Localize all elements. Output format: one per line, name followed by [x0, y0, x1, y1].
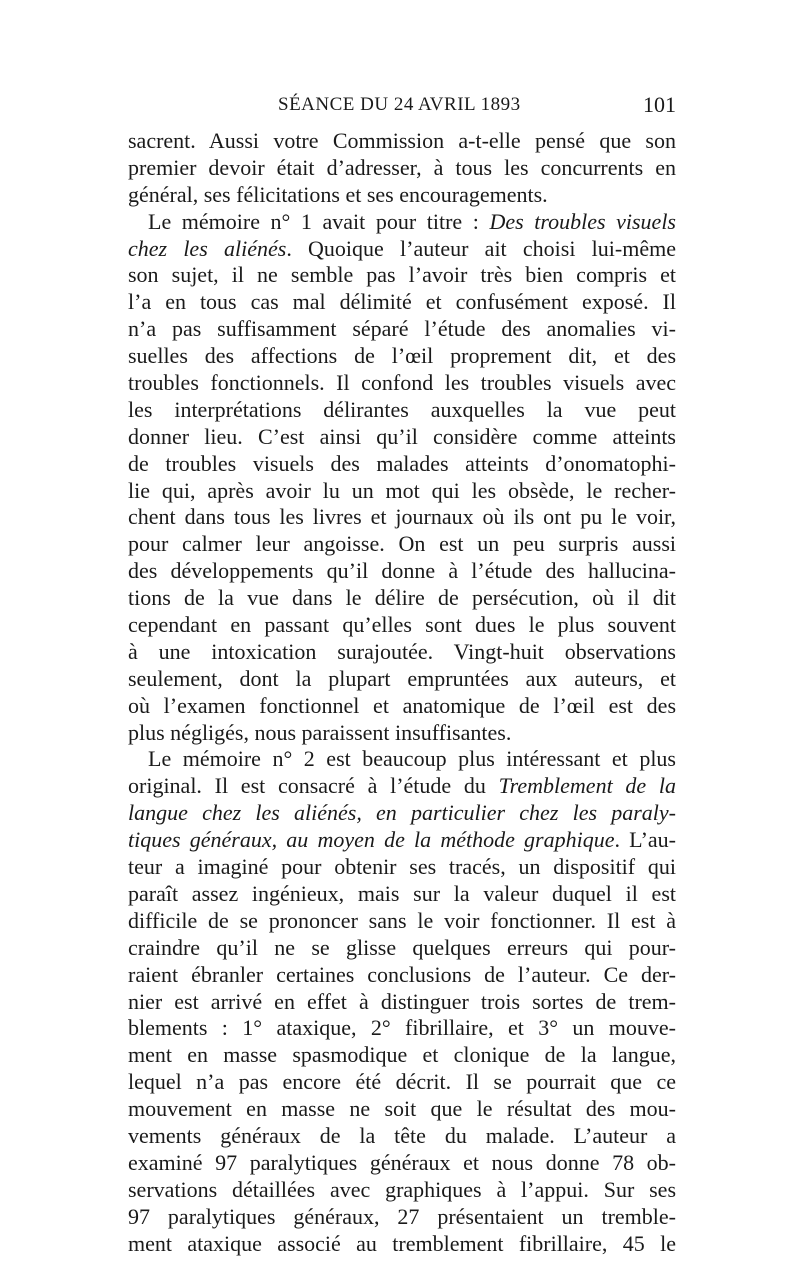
text-line: blements : 1° ataxique, 2° fibrillaire, et 3° un mouve- [128, 1015, 676, 1041]
text-line: lie qui, après avoir lu un mot qui les obsède, le recher- [128, 477, 676, 503]
text-line: original. Il est consacré à l’étude du Tremblement de la [128, 773, 676, 799]
text-line: raient ébranler certaines conclusions de l’auteur. Ce der- [128, 961, 676, 987]
text-line: vements généraux de la tête du malade. L’auteur a [128, 1122, 676, 1148]
text-line: lequel n’a pas encore été décrit. Il se pourrait que ce [128, 1069, 676, 1095]
running-head: SÉANCE DU 24 AVRIL 1893 [278, 94, 521, 115]
text-line: seulement, dont la plupart empruntées aux auteurs, et [128, 665, 676, 691]
text-line: tiques généraux, au moyen de la méthode graphique. L’au- [128, 827, 676, 853]
text-line: servations détaillées avec graphiques à l’appui. Sur ses [128, 1176, 676, 1202]
text-line: langue chez les aliénés, en particulier chez les paraly- [128, 800, 676, 826]
text-line: pour calmer leur angoisse. On est un peu surpris aussi [128, 531, 676, 557]
text-line: craindre qu’il ne se glisse quelques erreurs qui pour- [128, 934, 676, 960]
text-line: paraît assez ingénieux, mais sur la valeur duquel il est [128, 880, 676, 906]
text-line: troubles fonctionnels. Il confond les troubles visuels avec [128, 370, 676, 396]
text-line: général, ses félicitations et ses encouragements. [128, 181, 548, 207]
text-line: teur a imaginé pour obtenir ses tracés, un dispositif qui [128, 854, 676, 880]
text-line: suelles des affections de l’œil proprement dit, et des [128, 343, 676, 369]
text-line: ment ataxique associé au tremblement fibrillaire, 45 le [128, 1230, 676, 1256]
page-number: 101 [643, 92, 676, 117]
text-line: à une intoxication surajoutée. Vingt-huit observations [128, 638, 676, 664]
text-line: où l’examen fonctionnel et anatomique de l’œil est des [128, 692, 676, 718]
text-line: tions de la vue dans le délire de persécution, où il dit [128, 585, 676, 611]
text-line: premier devoir était d’adresser, à tous les concurrents en [128, 154, 676, 180]
text-line: Le mémoire n° 2 est beaucoup plus intéressant et plus [148, 746, 676, 772]
text-line: sacrent. Aussi votre Commission a-t-elle pensé que son [128, 128, 676, 153]
text-line: son sujet, il ne semble pas l’avoir très bien compris et [128, 262, 676, 288]
body-text [128, 128, 676, 1257]
text-line: l’a en tous cas mal délimité et confusément exposé. Il [128, 289, 676, 315]
text-line: cependant en passant qu’elles sont dues le plus souvent [128, 612, 676, 638]
text-line: chent dans tous les livres et journaux où ils ont pu le voir, [128, 504, 676, 530]
text-line: ment en masse spasmodique et clonique de la langue, [128, 1042, 676, 1068]
text-line: difficile de se prononcer sans le voir fonctionner. Il est à [128, 907, 676, 933]
text-line: examiné 97 paralytiques généraux et nous donne 78 ob- [128, 1149, 676, 1175]
text-line: nier est arrivé en effet à distinguer trois sortes de trem- [128, 988, 676, 1014]
text-line: les interprétations délirantes auxquelles la vue peut [128, 396, 676, 422]
text-line: donner lieu. C’est ainsi qu’il considère comme atteints [128, 423, 676, 449]
text-line: de troubles visuels des malades atteints d’onomatophi- [128, 450, 676, 476]
text-line: plus négligés, nous paraissent insuffisantes. [128, 719, 512, 745]
page-header [128, 92, 676, 122]
text-line: chez les aliénés. Quoique l’auteur ait choisi lui-même [128, 235, 676, 261]
text-line: n’a pas suffisamment séparé l’étude des anomalies vi- [128, 316, 676, 342]
text-line: des développements qu’il donne à l’étude des hallucina- [128, 558, 676, 584]
text-line: 97 paralytiques généraux, 27 présentaient un tremble- [128, 1203, 676, 1229]
text-line: Le mémoire n° 1 avait pour titre : Des troubles visuels [148, 208, 676, 234]
text-line: mouvement en masse ne soit que le résultat des mou- [128, 1096, 676, 1122]
